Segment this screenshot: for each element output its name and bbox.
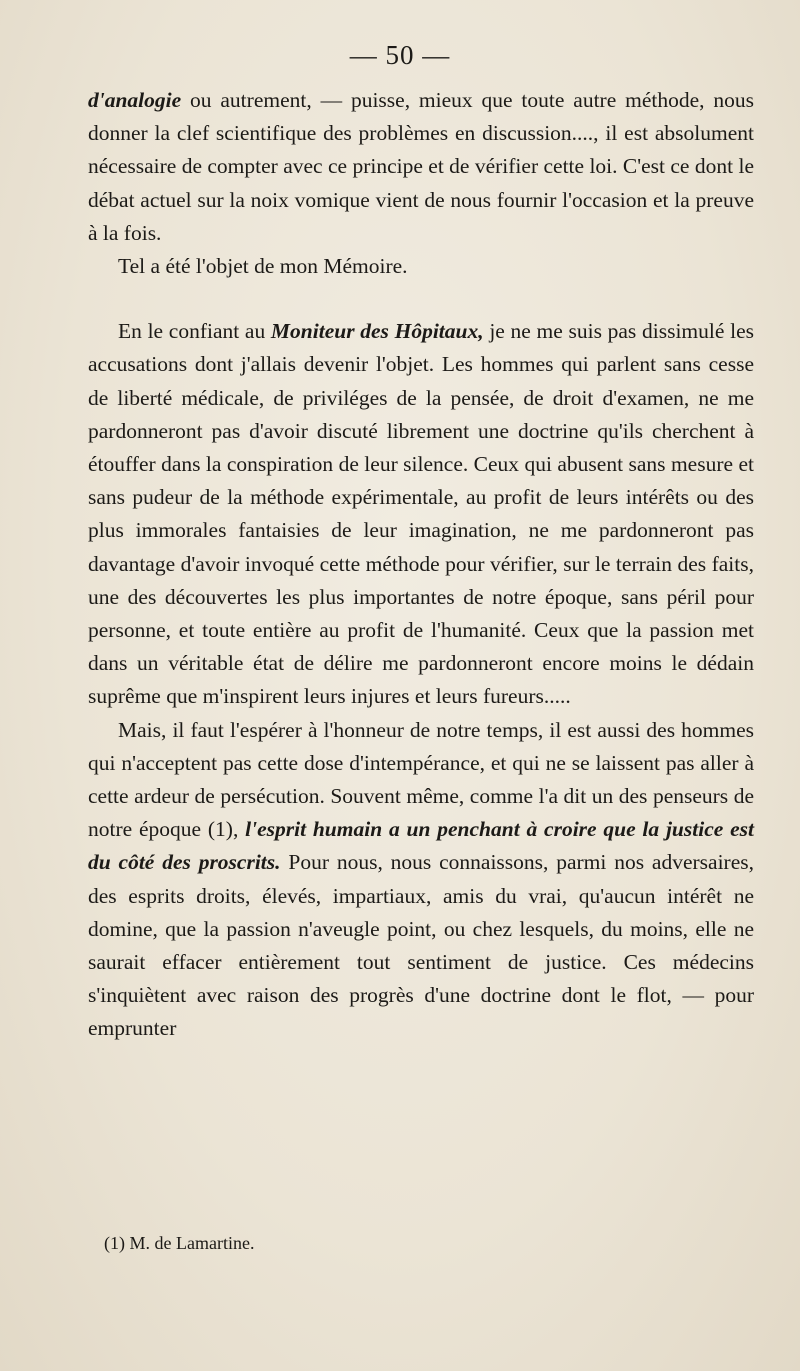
page-number: — 50 —	[349, 40, 451, 70]
footnote: (1) M. de Lamartine.	[104, 1233, 255, 1253]
paragraph-1: d'analogie ou autrement, — puisse, mieux que toute autre méthode, nous donner la clef scientifique des problèmes en discussion...., il est absolument nécessaire de compter avec ce principe et de vérifier cette loi. C'est ce dont le débat actuel sur la noix vomique vient de nous fournir l'occasion et la preuve à la fois.	[88, 88, 754, 245]
paragraph-3: En le confiant au Moniteur des Hôpitaux, je ne me suis pas dissimulé les accusations dont j'allais devenir l'objet. Les hommes qui parlent sans cesse de liberté médicale, de priviléges de la pensée, de droit d'examen, ne me pardonneront pas d'avoir discuté librement une doctrine qu'ils cherchent à étouffer dans la conspiration de leur silence. Ceux qui abusent sans mesure et sans pudeur de la méthode expérimentale, au profit de leurs intérêts ou des plus immorales fantaisies de leur imagination, ne me pardonneront pas davantage d'avoir invoqué cette méthode pour vérifier, sur le terrain des faits, une des découvertes les plus importantes de notre époque, sans péril pour personne, et toute entière au profit de l'humanité. Ceux que la passion met dans un véritable état de délire me pardonneront encore moins le dédain suprême que m'inspirent leurs injures et leurs fureurs.....	[88, 319, 754, 709]
paragraph-gap	[88, 283, 754, 315]
paragraph-2: Tel a été l'objet de mon Mémoire.	[118, 254, 408, 279]
italic-quote: l'esprit humain a un penchant à croire que la justice est du côté des proscrits.	[88, 817, 754, 875]
body-text	[88, 84, 754, 1046]
italic-phrase: d'analogie	[88, 88, 182, 112]
paragraph-4: Mais, il faut l'espérer à l'honneur de notre temps, il est aussi des hommes qui n'acceptent pas cette dose d'intempérance, et qui ne se laissent pas aller à cette ardeur de persécution. Souvent même, comme l'a dit un des penseurs de notre époque (1), l'esprit humain a un penchant à croire que la justice est du côté des proscrits. Pour nous, nous connaissons, parmi nos adversaires, des esprits droits, élevés, impartiaux, amis du vrai, qu'aucun intérêt ne domine, que la passion n'aveugle point, ou chez lesquels, du moins, elle ne saurait effacer entièrement tout sentiment de justice. Ces médecins s'inquiètent avec raison des progrès d'une doctrine dont le flot, — pour emprunter	[88, 717, 754, 1041]
journal-title: Moniteur des Hôpitaux,	[270, 319, 484, 344]
